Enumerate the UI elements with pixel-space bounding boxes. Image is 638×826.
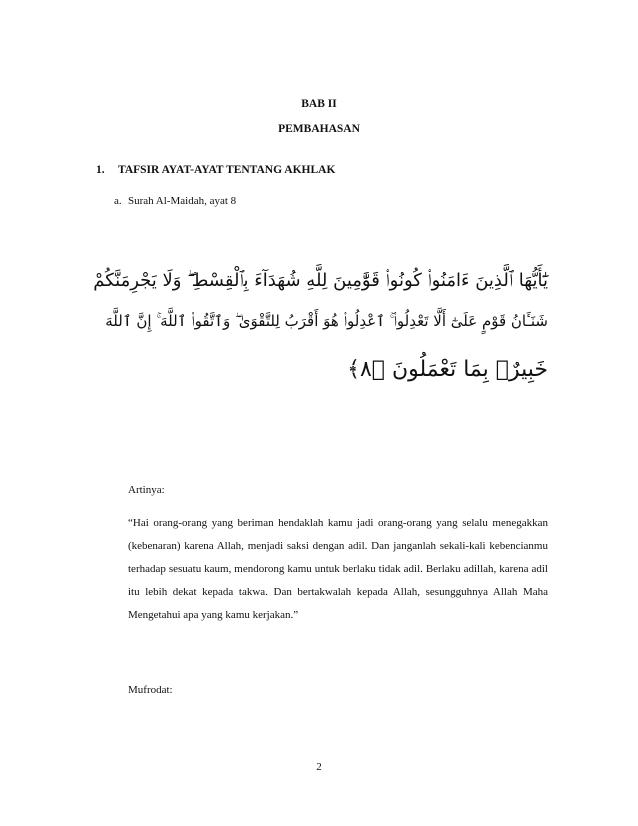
subsection-title: Surah Al-Maidah, ayat 8 [128,195,237,207]
section-number: 1. [96,164,105,176]
translation-text: “Hai orang-orang yang beriman hendaklah kamu jadi orang-orang yang selalu menegakkan (kebenaran) karena Allah, menjadi saksi dengan adil. Dan janganlah sekali-kali kebencianmu terhadap sesuatu kaum, mendorong kamu untuk berlaku tidak adil. Berlaku adillah, karena adil itu lebih dekat kepada takwa. Dan bertakwalah kepada Allah, sesungguhnya Allah Maha Mengetahui apa yang kamu kerjakan.” [128,517,548,621]
page-number: 2 [316,761,322,773]
section-title: TAFSIR AYAT-AYAT TENTANG AKHLAK [118,164,336,176]
verse-line-1: يَٰٓأَيُّهَا ٱلَّذِينَ ءَامَنُوا۟ كُونُوا۟ قَوَّٰمِينَ لِلَّهِ شُهَدَآءَ بِٱلْقِسْطِ ۖ وَلَا يَجْرِمَنَّكُمْ [93,270,548,291]
subsection-heading [114,195,236,207]
vocabulary-label: Mufrodat: [128,684,173,696]
chapter-subtitle: PEMBAHASAN [278,123,360,135]
subsection-letter: a. [114,195,122,207]
chapter-heading: BAB II [301,98,337,110]
section-heading [96,164,335,176]
translation-label: Artinya: [128,484,165,496]
verse-line-3: خَبِيرٌۢ بِمَا تَعْمَلُونَ ﴿٨﴾ [347,357,548,382]
verse-line-2: شَنَـَٔانُ قَوْمٍ عَلَىٰٓ أَلَّا تَعْدِلُوا۟ ۚ ٱعْدِلُوا۟ هُوَ أَقْرَبُ لِلتَّقْوَىٰ ۖ وَٱتَّقُوا۟ ٱللَّهَ ۚ إِنَّ ٱللَّهَ [105,312,548,330]
